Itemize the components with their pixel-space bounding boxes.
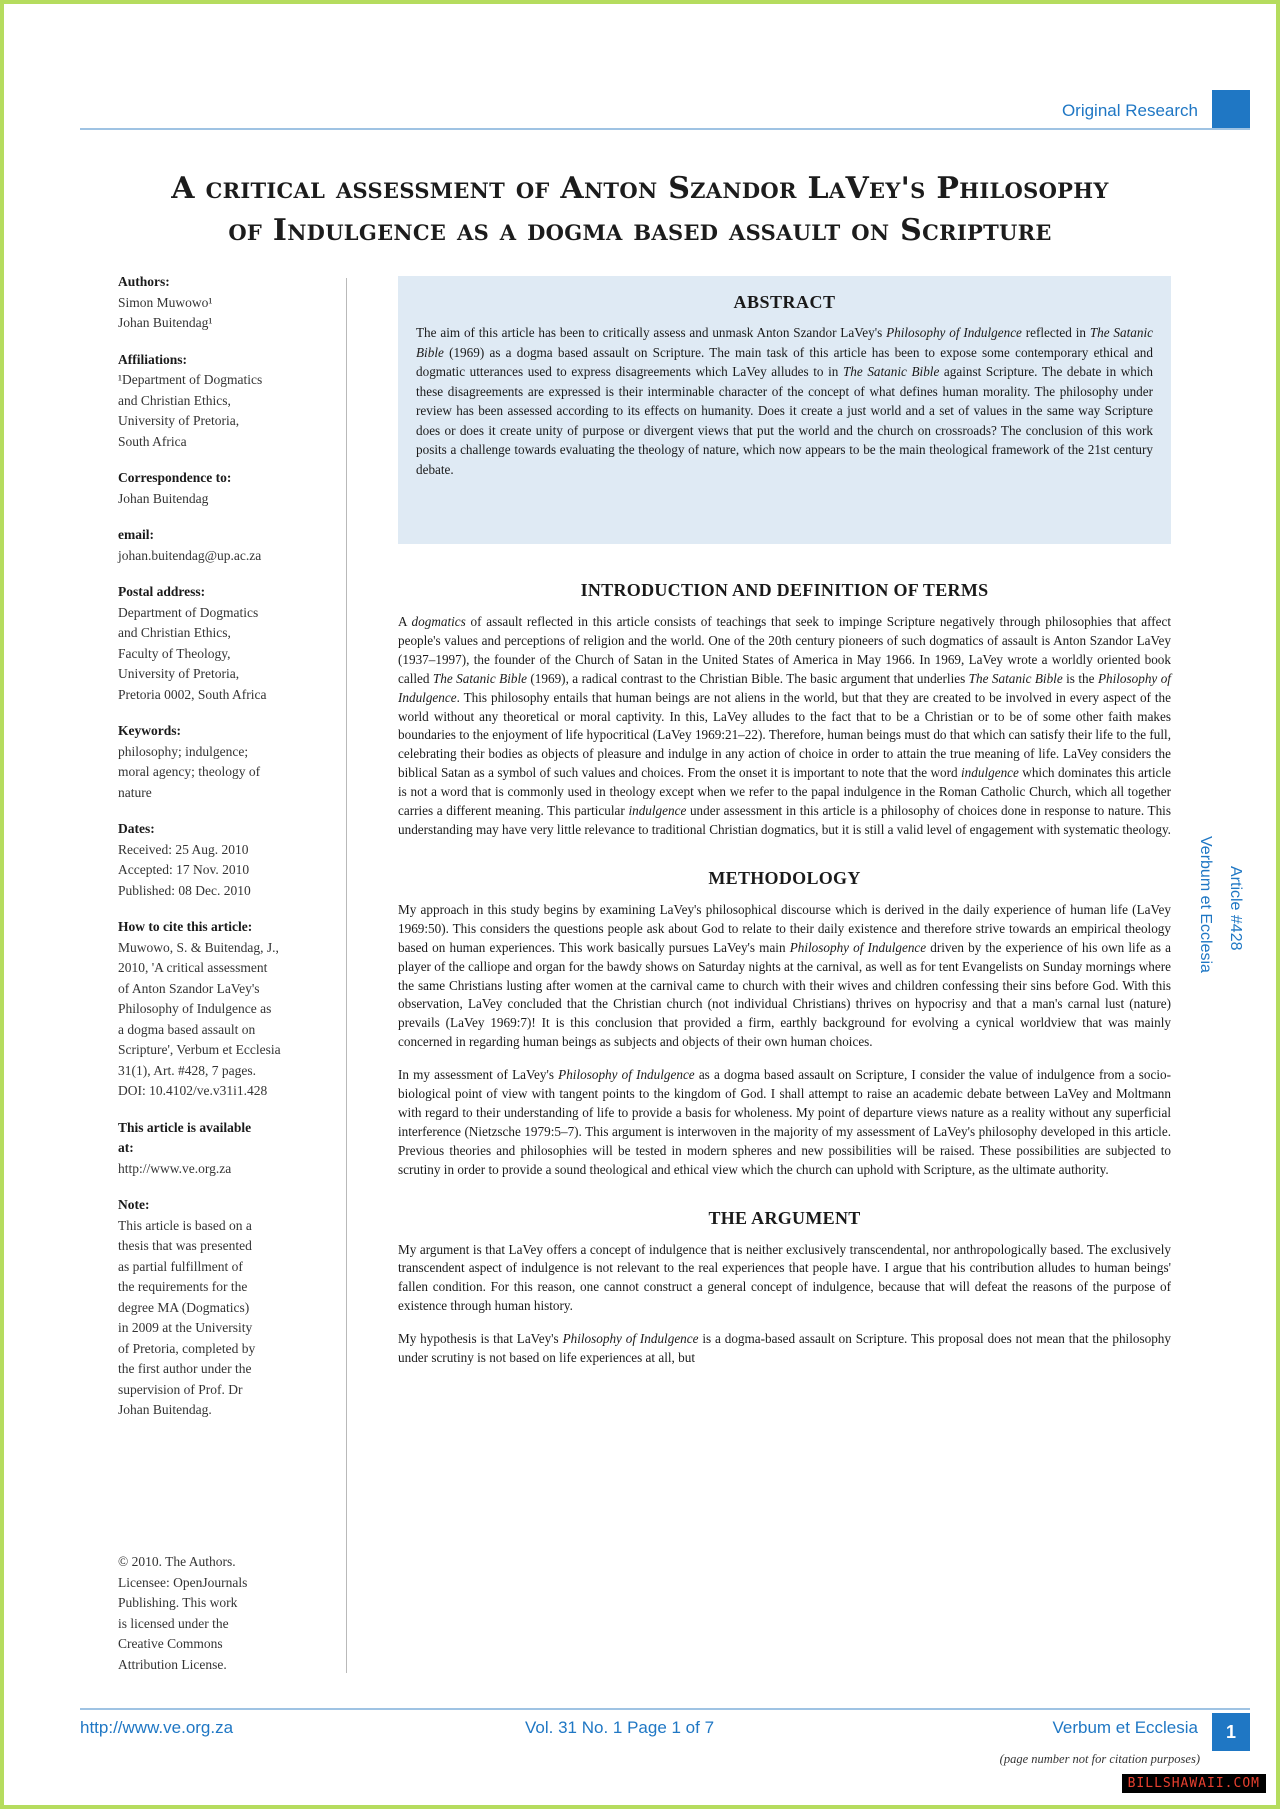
email-link[interactable]: johan.buitendag@up.ac.za (118, 547, 262, 563)
footer-journal: Verbum et Ecclesia (1052, 1718, 1198, 1737)
argument-paragraph-1: My argument is that LaVey offers a concept of indulgence that is neither exclusively transcendental, nor anthropologically based. The exclusively transcendent aspect of indulgence is not relevant to the real experiences that people have. I argue that his contribution alludes to human beings' fallen condition. For this reason, one cannot construct a general concept of indulgence, because that will defeat the reasons of the purpose of existence through human history. (398, 1241, 1171, 1314)
argument-heading: THE ARGUMENT (708, 1207, 861, 1228)
watermark-text: BILLSHAWAII.COM (1122, 1774, 1266, 1793)
correspondence-label: Correspondence to: (118, 470, 232, 485)
method-text-3: In my assessment of LaVey's (398, 1067, 559, 1083)
method-text-2: driven by the experience of his own life as a player of the calliope and organ for the bawdy shows on Saturday nights at the carnival, as well as for tent Evangelists on Sunday mornings where the same Christians lusting after women at the carnival came to church with their wives and children confessing their sins before God. With this observation, LaVey concluded that the Christian church (not individual Christians) thrives on hypocrisy and that a man's carnal lust (nature) prevails (LaVey 1969:7)! It is this conclusion that provided a firm, earthly background for evolving a cynical worldview that was mainly concerned in regarding human beings as subjects and objects of their own human choices. (398, 939, 1171, 1050)
article-title (110, 168, 1170, 252)
dates-value: Received: 25 Aug. 2010 Accepted: 17 Nov. 2010 Published: 08 Dec. 2010 (118, 841, 251, 898)
title-line-1: A critical assessment of Anton Szandor LaVey's Philosophy (171, 171, 1109, 206)
section-label: Original Research (1061, 101, 1198, 120)
intro-text-2: of assault reflected in this article consists of teachings that seek to impinge Scripture negatively through philosophies that affect people's values and perceptions of religion and the world. One of the 20th century pioneers of such dogmatics of assault is Anton Szandor LaVey (1937–1997), the founder of the Church of Satan in the United States of America in May 1966. In 1969, LaVey wrote a worldly oriented book called (398, 614, 1171, 686)
intro-paragraph (398, 613, 1171, 840)
intro-text-6: which dominates this article is not a word that is commonly used in theology except when we refer to the papal indulgence in the Roman Catholic Church, which all together carries a different meaning. This particular (398, 765, 1171, 819)
argument-italic-1: Philosophy of Indulgence (562, 1331, 699, 1347)
affiliations-value: ¹Department of Dogmatics and Christian Ethics, University of Pretoria, South Africa (118, 372, 263, 449)
side-journal-name: Verbum et Ecclesia (1197, 836, 1214, 973)
method-text-4: as a dogma based assault on Scripture, I consider the value of indulgence from a socio-biological point of view with tangent points to the kingdom of God. I shall attempt to raise an academic debate between LaVey and Moltmann with regard to their understanding of life to provide a basis for wholeness. My point of departure views nature as a reality without any superficial interference (Nietzsche 1979:5–7). This argument is interwoven in the majority of my assessment of LaVey's philosophy developed in this article. Previous theories and philosophies will be tested in modern spheres and new possibilities will be raised. These possibilities are subjected to scrutiny in order to provide a sound theological and ethical view which the church can uphold with Scripture, as the ultimate authority. (398, 1067, 1171, 1177)
argument-paragraph-2 (398, 1330, 1171, 1368)
page-number-badge: 1 (1212, 1713, 1250, 1751)
intro-italic-2: The Satanic Bible (432, 670, 527, 686)
methodology-paragraph-2 (398, 1066, 1171, 1179)
dates-label: Dates: (118, 821, 155, 836)
postal-label: Postal address: (118, 584, 206, 599)
availability-block (118, 1118, 333, 1180)
sidebar-divider (346, 278, 347, 1673)
intro-text-3: (1969), a radical contrast to the Christian Bible. The basic argument that underlies (526, 670, 969, 686)
abstract-text-2: reflected in (1021, 325, 1090, 340)
availability-link[interactable]: http://www.ve.org.za (118, 1160, 232, 1176)
methodology-heading: METHODOLOGY (708, 867, 861, 888)
intro-italic-6: indulgence (628, 803, 687, 819)
metadata-sidebar (118, 272, 333, 1672)
email-block (118, 525, 333, 566)
keywords-block (118, 721, 333, 803)
abstract-heading: ABSTRACT (733, 292, 836, 312)
method-italic-1: Philosophy of Indulgence (789, 939, 927, 955)
article-body (398, 276, 1171, 1368)
intro-italic-4: Philosophy of Indulgence (398, 670, 1171, 705)
citation-label: How to cite this article: (118, 919, 253, 934)
intro-italic-5: indulgence (961, 765, 1019, 781)
argument-text-1: My hypothesis is that LaVey's (398, 1331, 563, 1347)
note-value: This article is based on a thesis that was presented as partial fulfillment of the requirements for the degree MA (Dogmatics) in 2009 at the University of Pretoria, completed by the first author under the supervision of Prof. Dr Johan Buitendag. (118, 1217, 256, 1417)
abstract-text-1: The aim of this article has been to critically assess and unmask Anton Szandor LaVey's (416, 325, 887, 340)
footer-rule (80, 1708, 1250, 1710)
intro-text-7: under assessment in this article is a philosophy of choices done in response to nature. This understanding may have very little relevance to traditional Christian dogmatics, but it is still a valid level of engagement with systematic theology. (398, 803, 1171, 837)
authors-label: Authors: (118, 274, 170, 289)
title-line-2: of Indulgence as a dogma based assault on Scripture (228, 213, 1052, 248)
keywords-label: Keywords: (118, 723, 181, 738)
intro-text-1: A (398, 614, 412, 629)
note-label: Note: (118, 1197, 150, 1212)
header-rule (80, 128, 1250, 130)
keywords-value: philosophy; indulgence; moral agency; theology of nature (118, 743, 261, 800)
intro-text-4: is the (1062, 670, 1098, 686)
footer-note: (page number not for citation purposes) (999, 1752, 1200, 1766)
method-text-1: My approach in this study begins by examining LaVey's philosophical discourse which is derived in the daily experience of human life (LaVey 1969:50). This considers the questions people ask about God to relate to their daily existence and therefore strive towards an empirical theology based on human experiences. This work basically pursues LaVey's main (398, 901, 1171, 955)
intro-heading: INTRODUCTION AND DEFINITION OF TERMS (580, 580, 989, 600)
abstract-box (398, 276, 1171, 544)
affiliations-block (118, 350, 333, 453)
method-italic-2: Philosophy of Indulgence (558, 1067, 695, 1083)
footer-url[interactable]: http://www.ve.org.za (80, 1718, 234, 1737)
note-block (118, 1195, 333, 1421)
header-accent-block (1212, 90, 1250, 130)
abstract-italic-1: Philosophy of Indulgence (886, 325, 1022, 340)
side-article-number: Article #428 (1227, 866, 1244, 951)
email-label: email: (118, 527, 154, 542)
abstract-text-3: (1969) as a dogma based assault on Scripture. The main task of this article has been to expose some contemporary ethical and dogmatic utterances used to express disagreements which LaVey alludes to in (416, 344, 1153, 379)
correspondence-value: Johan Buitendag (118, 490, 209, 506)
abstract-italic-3: The Satanic Bible (842, 364, 940, 379)
citation-block (118, 917, 333, 1102)
affiliations-label: Affiliations: (118, 351, 187, 367)
correspondence-block (118, 468, 333, 509)
citation-value: Muwowo, S. & Buitendag, J., 2010, 'A critical assessment of Anton Szandor LaVey's Philosophy of Indulgence as a dogma based assault on Scripture', Verbum et Ecclesia 31(1), Art. #428, 7 pages. DOI: 10.4102/ve.v31i1.428 (118, 939, 281, 1098)
footer-volume: Vol. 31 No. 1 Page 1 of 7 (525, 1718, 715, 1737)
dates-block (118, 819, 333, 901)
license-text: © 2010. The Authors. Licensee: OpenJournals Publishing. This work is licensed under the Creative Commons Attribution License. (118, 1554, 248, 1672)
postal-value: Department of Dogmatics and Christian Ethics, Faculty of Theology, University of Pretoria, Pretoria 0002, South Africa (118, 604, 267, 702)
authors-value: Simon Muwowo¹ Johan Buitendag¹ (118, 294, 213, 330)
methodology-paragraph-1 (398, 901, 1171, 1052)
postal-block (118, 582, 333, 705)
intro-text-5: . This philosophy entails that human beings are not aliens in the world, but that they are created to be involved in every aspect of the world without any theoretical or moral captivity. In this, LaVey alludes to the fact that to be a Christian or to be of some other faith makes boundaries to the enjoyment of life hypocritical (LaVey 1969:21–22). Therefore, human beings must do that which can satisfy their life to the full, celebrating their bodies as objects of pleasure and indulge in any action of choice in order to attain the true meaning of life. LaVey considers the biblical Satan as a symbol of such values and choices. From the onset it is important to note that the word (398, 689, 1171, 781)
abstract-text-4: against Scripture. The debate in which these disagreements are expressed is their interminable character of the concept of what defines human morality. The philosophy under review has been assessed according to its effects on humanity. Does it create a just world and a set of values in the same way Scripture does or does it create unity of purpose or divergent views that put the world and the church on crossroads? The conclusion of this work posits a challenge towards evaluating the theology of nature, which now appears to be the main theological framework of the 21st century debate. (416, 364, 1154, 477)
abstract-italic-2: The Satanic Bible (416, 325, 1153, 360)
argument-text-2: is a dogma-based assault on Scripture. This proposal does not mean that the philosophy under scrutiny is not based on life experiences at all, but (398, 1331, 1171, 1366)
intro-italic-1: dogmatics (411, 614, 466, 629)
availability-label: This article is available at: (118, 1119, 252, 1155)
abstract-text (416, 323, 1153, 479)
authors-block (118, 272, 333, 334)
intro-italic-3: The Satanic Bible (968, 670, 1063, 686)
